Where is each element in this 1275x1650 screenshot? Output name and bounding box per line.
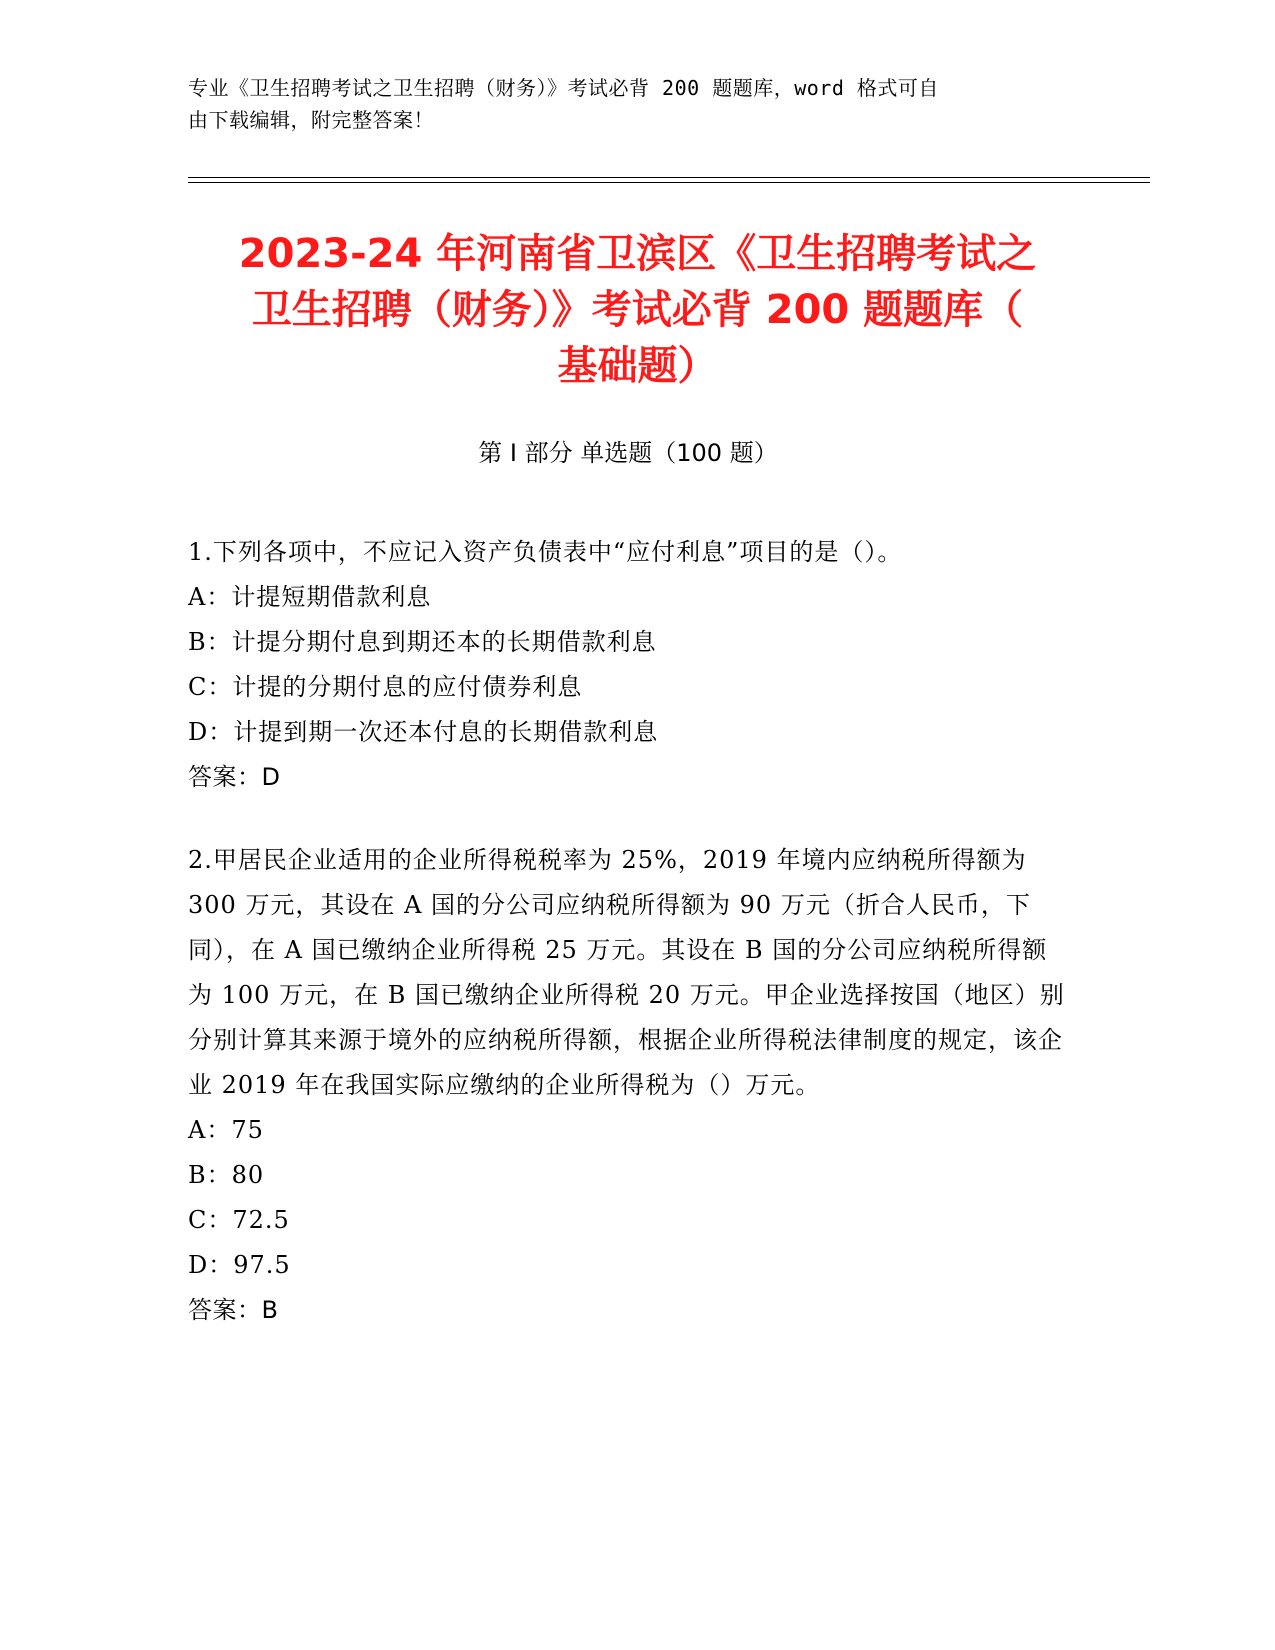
question-list xyxy=(188,530,1068,1371)
question-stem: 2.甲居民企业适用的企业所得税税率为 25%，2019 年境内应纳税所得额为 300 万元，其设在 A 国的分公司应纳税所得额为 90 万元（折合人民币，下同），在 A 国已缴纳企业所得税 25 万元。其设在 B 国的分公司应纳税所得额为 100 万元，在 B 国已缴纳企业所得税 20 万元。甲企业选择按国（地区）别分别计算其来源于境外的应纳税所得额，根据企业所得税法律制度的规定，该企业 2019 年在我国实际应缴纳的企业所得税为（）万元。 xyxy=(188,846,1065,1099)
answer: 答案：B xyxy=(188,1296,279,1324)
header-note xyxy=(188,72,1068,136)
option-a: A：计提短期借款利息 xyxy=(188,583,432,611)
question-2 xyxy=(188,838,1068,1333)
header-note-line-2: 由下载编辑，附完整答案！ xyxy=(188,108,434,132)
option-d: D：97.5 xyxy=(188,1251,291,1279)
header-note-line-1: 专业《卫生招聘考试之卫生招聘（财务）》考试必背 200 题题库，word 格式可自 xyxy=(188,76,939,100)
document-title xyxy=(160,226,1115,394)
document-title-line-3: 基础题） xyxy=(557,343,718,389)
option-a: A：75 xyxy=(188,1116,264,1144)
document-title-line-2: 卫生招聘（财务）》考试必背 200 题题库（ xyxy=(251,287,1024,333)
option-b: B：计提分期付息到期还本的长期借款利息 xyxy=(188,628,657,656)
option-c: C：72.5 xyxy=(188,1206,290,1234)
option-c: C：计提的分期付息的应付债券利息 xyxy=(188,673,583,701)
document-title-line-1: 2023-24 年河南省卫滨区《卫生招聘考试之 xyxy=(238,231,1037,277)
question-stem: 1.下列各项中，不应记入资产负债表中“应付利息”项目的是（）。 xyxy=(188,538,903,566)
header-divider-top xyxy=(188,177,1150,178)
option-d: D：计提到期一次还本付息的长期借款利息 xyxy=(188,718,659,746)
header-divider-bottom xyxy=(188,182,1150,183)
answer: 答案：D xyxy=(188,763,281,791)
question-1 xyxy=(188,530,1068,800)
section-heading: 第 I 部分 单选题（100 题） xyxy=(478,439,778,467)
option-b: B：80 xyxy=(188,1161,265,1189)
